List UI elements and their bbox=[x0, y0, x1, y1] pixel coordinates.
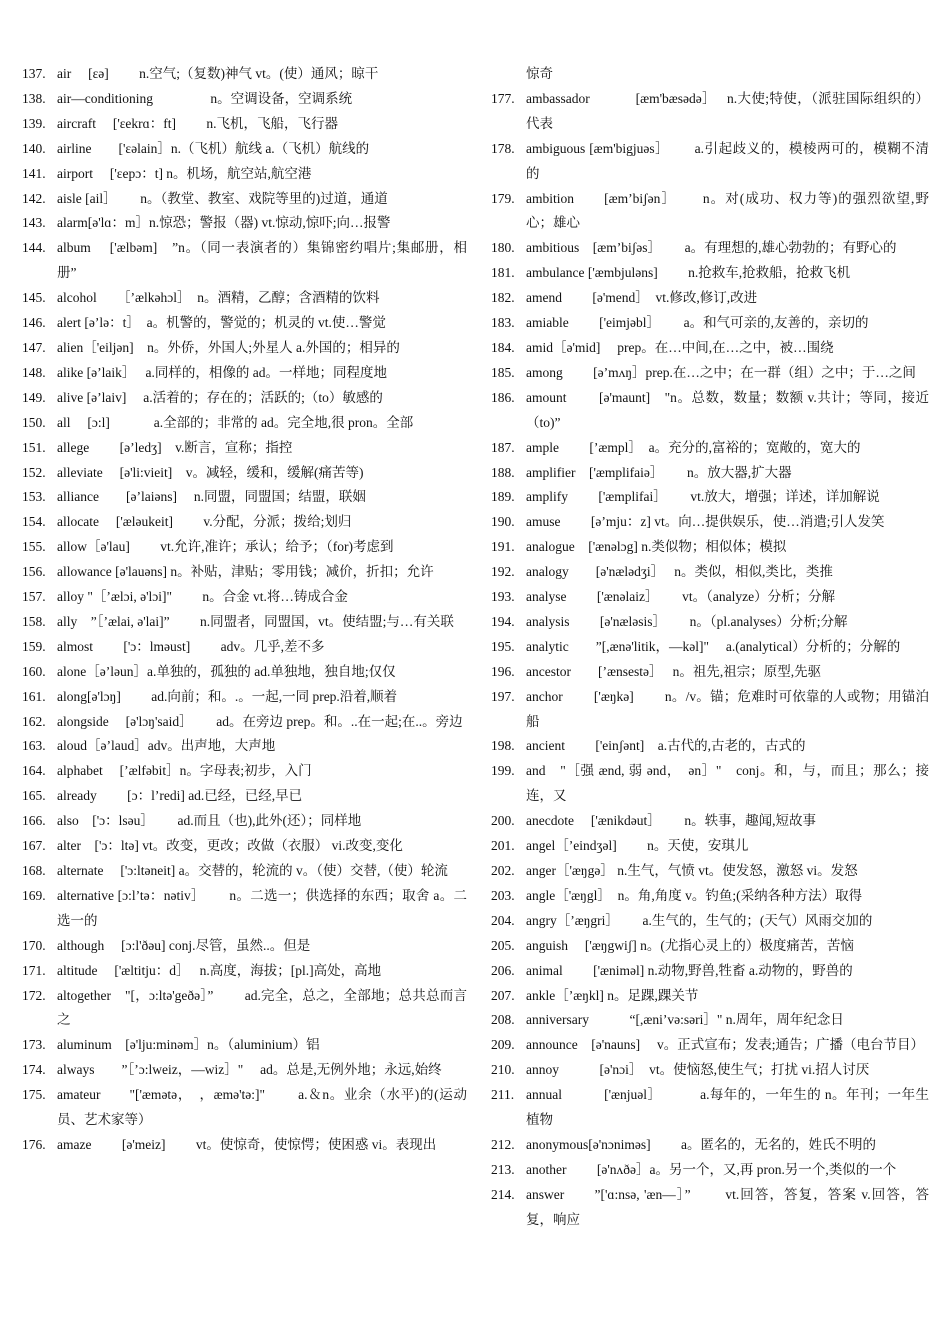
vocab-entry bbox=[22, 485, 467, 510]
entry-number: 177. bbox=[491, 90, 515, 106]
entry-number: 192. bbox=[491, 564, 515, 580]
vocab-entry bbox=[491, 361, 929, 386]
entry-text: announce [ə'nauns] v。正式宣布；发表;通告；广播（电台节目） bbox=[526, 1037, 925, 1053]
entry-number: 183. bbox=[491, 315, 515, 331]
entry-number: 181. bbox=[491, 265, 515, 281]
vocab-entry bbox=[491, 934, 929, 959]
entry-text: analysis [ə'næləsis］ n。（pl.analyses）分析;分解 bbox=[526, 613, 848, 629]
entry-number: 190. bbox=[491, 514, 515, 530]
entry-number: 174. bbox=[22, 1062, 46, 1078]
entry-number: 189. bbox=[491, 489, 515, 505]
entry-number: 209. bbox=[491, 1037, 515, 1053]
entry-number: 168. bbox=[22, 863, 46, 878]
entry-number: 205. bbox=[491, 937, 515, 953]
vocab-entry bbox=[22, 461, 467, 486]
entry-number: 186. bbox=[491, 389, 515, 405]
entry-number: 156. bbox=[22, 564, 46, 580]
entry-text: alphabet [’ælfəbit］n。字母表;初步，入门 bbox=[57, 763, 312, 779]
vocab-entry bbox=[22, 685, 467, 710]
entry-text: airport ['ɛepɔ：t] n。机场，航空站,航空港 bbox=[57, 165, 312, 181]
entry-text: amaze [ə'meiz] vt。使惊奇，使惊愕；使困惑 vi。表现出 bbox=[57, 1136, 437, 1152]
entry-text: amid［ə'mid] prep。在…中间,在…之中，被…围绕 bbox=[526, 339, 834, 355]
entry-number: 200. bbox=[491, 813, 515, 829]
entry-number: 196. bbox=[491, 663, 515, 679]
vocab-entry bbox=[491, 1083, 929, 1133]
entry-number: 162. bbox=[22, 713, 46, 729]
entry-text: analyse ['ænəlaiz］ vt。（analyze）分析；分解 bbox=[526, 589, 836, 605]
entry-number: 163. bbox=[22, 738, 46, 754]
vocab-entry bbox=[491, 834, 929, 859]
entry-number: 155. bbox=[22, 539, 46, 555]
entry-text: ambassador [æm'bæsədə］ n.大使;特使，（派驻国际组织的）代表 bbox=[526, 90, 929, 131]
vocab-entry bbox=[491, 560, 929, 585]
entry-number: 213. bbox=[491, 1161, 515, 1177]
entry-text: allowance [ə'lauəns] n。补贴，津贴；零用钱；减价，折扣；允许 bbox=[57, 564, 434, 580]
entry-number: 198. bbox=[491, 738, 515, 754]
vocab-entry bbox=[22, 211, 467, 236]
vocab-entry bbox=[491, 809, 929, 834]
entry-number: 206. bbox=[491, 962, 515, 978]
entry-number: 141. bbox=[22, 165, 46, 181]
vocab-entry bbox=[491, 236, 929, 261]
entry-number: 173. bbox=[22, 1037, 46, 1053]
entry-number: 153. bbox=[22, 489, 46, 505]
entry-text: alive [ə’laiv] a.活着的；存在的；活跃的;（to）敏感的 bbox=[57, 389, 383, 405]
entry-number: 138. bbox=[22, 90, 46, 106]
vocab-entry bbox=[491, 386, 929, 436]
entry-number: 210. bbox=[491, 1062, 515, 1078]
entry-number: 164. bbox=[22, 763, 46, 779]
vocab-entry bbox=[22, 535, 467, 560]
vocab-entry bbox=[491, 884, 929, 909]
entry-text: although [ɔ:l'ðəu] conj.尽管，虽然..。但是 bbox=[57, 937, 311, 953]
entry-number: 187. bbox=[491, 439, 515, 455]
entry-number: 146. bbox=[22, 315, 46, 331]
entry-number: 147. bbox=[22, 339, 46, 355]
entry-text: also ['ɔ：lsəu］ ad.而且（也),此外(还）；同样地 bbox=[57, 813, 362, 829]
vocab-entry bbox=[22, 984, 467, 1034]
entry-text: aircraft ['ɛekrɑ：ft] n.飞机，飞船，飞行器 bbox=[57, 115, 338, 131]
entry-text: alcohol ［’ælkəhɔl］ n。酒精，乙醇；含酒精的饮料 bbox=[57, 290, 380, 306]
entry-text: air [ɛə] n.空气;（复数)神气 vt。(使）通风；晾干 bbox=[57, 66, 379, 81]
entry-text: anniversary “[,æni’və:səri］" n.周年，周年纪念日 bbox=[526, 1012, 844, 1028]
entry-text: alone［ə’ləun］a.单独的，孤独的 ad.单独地，独自地;仅仅 bbox=[57, 663, 396, 679]
vocab-entry bbox=[491, 1183, 929, 1233]
entry-text: alliance [ə’laiəns] n.同盟，同盟国；结盟，联姻 bbox=[57, 489, 366, 505]
vocab-entry bbox=[491, 585, 929, 610]
vocab-entry bbox=[22, 1033, 467, 1058]
entry-text: alternative [ɔ:l’tə：nətiv］ n。二选一；供选择的东西；取舍 a。二选一的 bbox=[57, 887, 467, 928]
entry-text: amiable ['eimjəbl］ a。和气可亲的,友善的，亲切的 bbox=[526, 315, 869, 331]
entry-text: answer ”['ɑ:nsə, 'æn—］” vt.回答，答复，答案 v.回答，答复，响应 bbox=[526, 1186, 929, 1227]
entry-text: alert [ə’lə：t］ a。机警的，警觉的；机灵的 vt.使…警觉 bbox=[57, 315, 386, 331]
entry-text: allocate ['æləukeit] v.分配，分派；拨给;划归 bbox=[57, 514, 352, 530]
entry-text: air—conditioning n。空调设备，空调系统 bbox=[57, 90, 353, 106]
entry-text: annoy [ə'nɔi］ vt。使恼怒,使生气；打扰 vi.招人讨厌 bbox=[526, 1062, 870, 1078]
entry-text: anguish ['æŋgwiʃ] n。(尤指心灵上的）极度痛苦，苦恼 bbox=[526, 937, 854, 953]
entry-text: ambition [æm’biʃən］ n。对(成功、权力等)的强烈欲望,野心；雄心 bbox=[526, 190, 929, 231]
entry-number: 178. bbox=[491, 140, 515, 156]
vocab-entry bbox=[491, 759, 929, 809]
entry-text: alter ['ɔ：ltə] vt。改变，更改；改做（衣服） vi.改变,变化 bbox=[57, 838, 403, 854]
entry-text: analogue ['ænəlɔg] n.类似物；相似体；模拟 bbox=[526, 539, 787, 555]
entry-number: 167. bbox=[22, 838, 46, 854]
entry-number: 160. bbox=[22, 663, 46, 679]
vocab-entry bbox=[491, 635, 929, 660]
vocab-entry bbox=[22, 311, 467, 336]
vocab-entry bbox=[491, 187, 929, 237]
entry-number: 158. bbox=[22, 613, 46, 629]
vocab-entry bbox=[22, 585, 467, 610]
vocab-entry bbox=[22, 1083, 467, 1133]
entry-text: amount [ə'maunt] "n。总数，数量；数额 v.共计；等同，接近（to)” bbox=[526, 389, 929, 430]
entry-text: among [ə’mʌŋ］prep.在…之中；在一群（组）之中；于…之间 bbox=[526, 364, 916, 380]
entry-text: alloy "［’ælɔi, ə'lɔi]" n。合金 vt.将…铸成合金 bbox=[57, 589, 348, 605]
vocab-entry bbox=[22, 1058, 467, 1083]
entry-number: 139. bbox=[22, 115, 46, 131]
vocab-entry bbox=[22, 959, 467, 984]
entry-number: 175. bbox=[22, 1087, 46, 1103]
entry-number: 176. bbox=[22, 1136, 46, 1152]
entry-number: 201. bbox=[491, 838, 515, 854]
entry-text: ambiguous [æm'bigjuəs］ a.引起歧义的，模棱两可的，模糊不清的 bbox=[526, 140, 929, 181]
vocab-entry bbox=[22, 784, 467, 809]
entry-number: 152. bbox=[22, 464, 46, 480]
vocab-entry bbox=[22, 734, 467, 759]
entry-number: 154. bbox=[22, 514, 46, 530]
vocab-entry bbox=[22, 884, 467, 934]
entry-number: 148. bbox=[22, 364, 46, 380]
entry-text: along[ə'lɔŋ] ad.向前；和。.。一起,一同 prep.沿着,顺着 bbox=[57, 688, 398, 704]
vocab-entry bbox=[491, 660, 929, 685]
entry-text: alike [ə’laik］ a.同样的，相像的 ad。一样地；同程度地 bbox=[57, 364, 387, 380]
entry-text: annual ['ænjuəl］ a.每年的，一年生的 n。年刊；一年生植物 bbox=[526, 1087, 929, 1128]
entry-number: 137. bbox=[22, 66, 46, 81]
entry-text: amend [ə'mend］ vt.修改,修订,改进 bbox=[526, 290, 758, 306]
vocab-entry bbox=[22, 236, 467, 286]
entry-text: aloud［ə’laud］adv。出声地，大声地 bbox=[57, 738, 276, 754]
entry-text: analytic ”[,ænə'litik，—kəl]" a.(analytical）分析的；分解的 bbox=[526, 638, 901, 654]
entry-number: 150. bbox=[22, 414, 46, 430]
entry-text: ally ”［’ælai, ə'lai]” n.同盟者，同盟国，vt。使结盟;与…有关联 bbox=[57, 613, 454, 629]
vocab-entry bbox=[22, 62, 467, 87]
entry-number: 203. bbox=[491, 887, 515, 903]
entry-number: 149. bbox=[22, 389, 46, 405]
entry-text: amplify ['æmplifai］ vt.放大，增强；详述，详加解说 bbox=[526, 489, 880, 505]
vocab-entry bbox=[491, 62, 929, 87]
entry-text: amateur "['æmətə， ，æmə'tə:]" a.＆n。业余（水平)的(运动员、艺术家等） bbox=[57, 1087, 467, 1128]
vocab-entry bbox=[22, 112, 467, 137]
entry-number: 204. bbox=[491, 912, 515, 928]
vocab-entry bbox=[22, 510, 467, 535]
entry-number: 179. bbox=[491, 190, 515, 206]
entry-number: 144. bbox=[22, 240, 46, 256]
vocab-entry bbox=[22, 286, 467, 311]
vocab-entry bbox=[22, 361, 467, 386]
vocab-entry bbox=[22, 834, 467, 859]
entry-number: 214. bbox=[491, 1186, 515, 1202]
vocab-entry bbox=[491, 984, 929, 1009]
entry-text: aluminum [ə'lju:minəm］n。（aluminium）铝 bbox=[57, 1037, 320, 1053]
entry-number: 202. bbox=[491, 863, 515, 878]
vocab-entry bbox=[22, 635, 467, 660]
entry-number: 145. bbox=[22, 290, 46, 306]
entry-number: 191. bbox=[491, 539, 515, 555]
vocab-entry bbox=[22, 660, 467, 685]
entry-text: angle［'æŋgl］ n。角,角度 v。钓鱼;(采纳各种方法）取得 bbox=[526, 887, 863, 903]
entry-text: ankle［’æŋkl] n。足踝,踝关节 bbox=[526, 987, 699, 1003]
entry-text: always ”［’ɔ:lweiz，—wiz］" ad。总是,无例外地；永远,始终 bbox=[57, 1062, 442, 1078]
vocab-entry bbox=[22, 759, 467, 784]
entry-text: altitude ['æltitju：d］ n.高度，海拔；[pl.]高处，高地 bbox=[57, 962, 382, 978]
vocab-entry bbox=[491, 1158, 929, 1183]
vocab-entry bbox=[491, 510, 929, 535]
entry-text: amuse [ə’mju：z] vt。向…提供娱乐，使…消遣;引人发笑 bbox=[526, 514, 885, 530]
vocab-entry bbox=[22, 610, 467, 635]
vocab-entry bbox=[491, 485, 929, 510]
left-column bbox=[22, 62, 467, 1158]
entry-number: 182. bbox=[491, 290, 515, 306]
vocab-entry bbox=[491, 734, 929, 759]
vocab-entry bbox=[491, 610, 929, 635]
entry-text: anecdote ['ænikdəut］ n。轶事，趣闻,短故事 bbox=[526, 813, 817, 829]
entry-text: ancestor [’ænsestə］ n。祖先,祖宗；原型,先驱 bbox=[526, 663, 822, 679]
entry-number: 142. bbox=[22, 190, 46, 206]
entry-text: all [ɔ:l] a.全部的；非常的 ad。完全地,很 pron。全部 bbox=[57, 414, 414, 430]
entry-number: 197. bbox=[491, 688, 515, 704]
vocab-entry bbox=[22, 137, 467, 162]
entry-text: and "［强 ænd, 弱 ənd， ən］" conj。和，与，而且；那么；接连，又 bbox=[526, 763, 929, 804]
entry-text: alternate ['ɔ:ltəneit] a。交替的，轮流的 v。（使）交替,（使）轮流 bbox=[57, 863, 448, 878]
entry-text: anchor ['æŋkə] n。/v。锚；危难时可依靠的人或物；用锚泊船 bbox=[526, 688, 929, 729]
entry-text: ample [’æmpl］ a。充分的,富裕的；宽敞的，宽大的 bbox=[526, 439, 861, 455]
entry-number: 170. bbox=[22, 937, 46, 953]
entry-number: 212. bbox=[491, 1136, 515, 1152]
vocab-entry bbox=[491, 336, 929, 361]
entry-text: angel［’eindʒəl] n。天使，安琪儿 bbox=[526, 838, 749, 854]
entry-text: anger［'æŋgə］ n.生气，气愤 vt。使发怒，激怒 vi。发怒 bbox=[526, 863, 858, 878]
vocab-entry bbox=[491, 137, 929, 187]
vocab-entry bbox=[491, 909, 929, 934]
vocab-entry bbox=[491, 1058, 929, 1083]
entry-number: 161. bbox=[22, 688, 46, 704]
entry-text: already [ɔ：l’redi] ad.已经，已经,早已 bbox=[57, 788, 303, 804]
entry-text: altogether "[，ɔ:ltə'geðə］” ad.完全，总之，全部地；总共总而言之 bbox=[57, 987, 467, 1028]
vocab-entry bbox=[491, 286, 929, 311]
vocab-entry bbox=[22, 560, 467, 585]
entry-number: 140. bbox=[22, 140, 46, 156]
vocab-entry bbox=[491, 859, 929, 884]
entry-text: allow［ə'lau] vt.允许,准许；承认；给予；（for)考虑到 bbox=[57, 539, 394, 555]
entry-number: 194. bbox=[491, 613, 515, 629]
entry-number: 207. bbox=[491, 987, 515, 1003]
entry-text: ancient ['einʃənt] a.古代的,古老的，古式的 bbox=[526, 738, 806, 754]
vocab-entry bbox=[22, 934, 467, 959]
entry-text: anonymous[ə'nɔniməs] a。匿名的，无名的，姓氏不明的 bbox=[526, 1136, 877, 1152]
vocab-entry bbox=[491, 311, 929, 336]
vocab-entry bbox=[491, 1008, 929, 1033]
entry-number: 195. bbox=[491, 638, 515, 654]
entry-text: animal ['æniməl] n.动物,野兽,牲畜 a.动物的，野兽的 bbox=[526, 962, 853, 978]
entry-number: 159. bbox=[22, 638, 46, 654]
entry-number: 171. bbox=[22, 962, 46, 978]
vocab-entry bbox=[22, 436, 467, 461]
entry-text: ambitious [æm’biʃəs］ a。有理想的,雄心勃勃的；有野心的 bbox=[526, 240, 897, 256]
entry-text: amplifier ['æmplifaiə］ n。放大器,扩大器 bbox=[526, 464, 792, 480]
vocab-entry bbox=[491, 535, 929, 560]
entry-number: 184. bbox=[491, 339, 515, 355]
vocab-entry bbox=[491, 87, 929, 137]
vocab-entry bbox=[491, 461, 929, 486]
entry-number: 165. bbox=[22, 788, 46, 804]
entry-number: 157. bbox=[22, 589, 46, 605]
entry-number: 208. bbox=[491, 1012, 515, 1028]
entry-number: 169. bbox=[22, 887, 46, 903]
entry-text: alien［'eiljən] n。外侨，外国人;外星人 a.外国的；相异的 bbox=[57, 339, 400, 355]
entry-number: 166. bbox=[22, 813, 46, 829]
vocab-entry bbox=[491, 959, 929, 984]
vocab-entry bbox=[491, 1033, 929, 1058]
entry-text: another [ə'nʌðə］a。另一个，又,再 pron.另一个,类似的一个 bbox=[526, 1161, 897, 1177]
entry-number: 188. bbox=[491, 464, 515, 480]
entry-text: airline ['ɛəlain］n.（飞机）航线 a.（飞机）航线的 bbox=[57, 140, 370, 156]
vocab-entry bbox=[22, 809, 467, 834]
vocab-entry bbox=[22, 336, 467, 361]
entry-text: 惊奇 bbox=[526, 66, 553, 81]
vocab-entry bbox=[22, 1133, 467, 1158]
vocab-entry bbox=[22, 386, 467, 411]
entry-number: 193. bbox=[491, 589, 515, 605]
vocab-entry bbox=[491, 685, 929, 735]
vocab-entry bbox=[491, 436, 929, 461]
entry-text: aisle [ail］ n。（教堂、教室、戏院等里的)过道，通道 bbox=[57, 190, 388, 206]
vocab-entry bbox=[22, 859, 467, 884]
entry-number: 172. bbox=[22, 987, 46, 1003]
entry-number: 211. bbox=[491, 1087, 515, 1103]
vocab-entry bbox=[22, 87, 467, 112]
right-column bbox=[491, 62, 929, 1233]
entry-text: ambulance ['æmbjuləns] n.抢救车,抢救船，抢救飞机 bbox=[526, 265, 851, 281]
entry-text: alongside [ə'lɔŋ'said］ ad。在旁边 prep。和。..在一起;在..。旁边 bbox=[57, 713, 463, 729]
vocab-entry bbox=[491, 1133, 929, 1158]
entry-text: album ['ælbəm] ”n。（同一表演者的）集锦密约唱片;集邮册，相册” bbox=[57, 240, 467, 281]
entry-text: angry［’æŋgri］ a.生气的，生气的；(天气）风雨交加的 bbox=[526, 912, 873, 928]
entry-text: analogy [ə'nælədʒi］ n。类似，相似,类比，类推 bbox=[526, 564, 833, 580]
vocab-entry bbox=[22, 411, 467, 436]
entry-number: 199. bbox=[491, 763, 515, 779]
entry-text: alarm[ə'lɑ：m］n.惊恐；警报（器) vt.惊动,惊吓;向…报警 bbox=[57, 215, 391, 231]
entry-number: 151. bbox=[22, 439, 46, 455]
vocab-entry bbox=[22, 162, 467, 187]
entry-text: allege [ə’ledʒ] v.断言，宣称；指控 bbox=[57, 439, 293, 455]
vocab-entry bbox=[491, 261, 929, 286]
entry-number: 143. bbox=[22, 215, 46, 231]
entry-text: alleviate [ə'li:vieit] v。减轻，缓和，缓解(痛苦等) bbox=[57, 464, 364, 480]
vocab-entry bbox=[22, 187, 467, 212]
entry-text: almost ['ɔ：lməust] adv。几乎,差不多 bbox=[57, 638, 325, 654]
entry-number: 185. bbox=[491, 364, 515, 380]
entry-number: 180. bbox=[491, 240, 515, 256]
vocab-entry bbox=[22, 710, 467, 735]
